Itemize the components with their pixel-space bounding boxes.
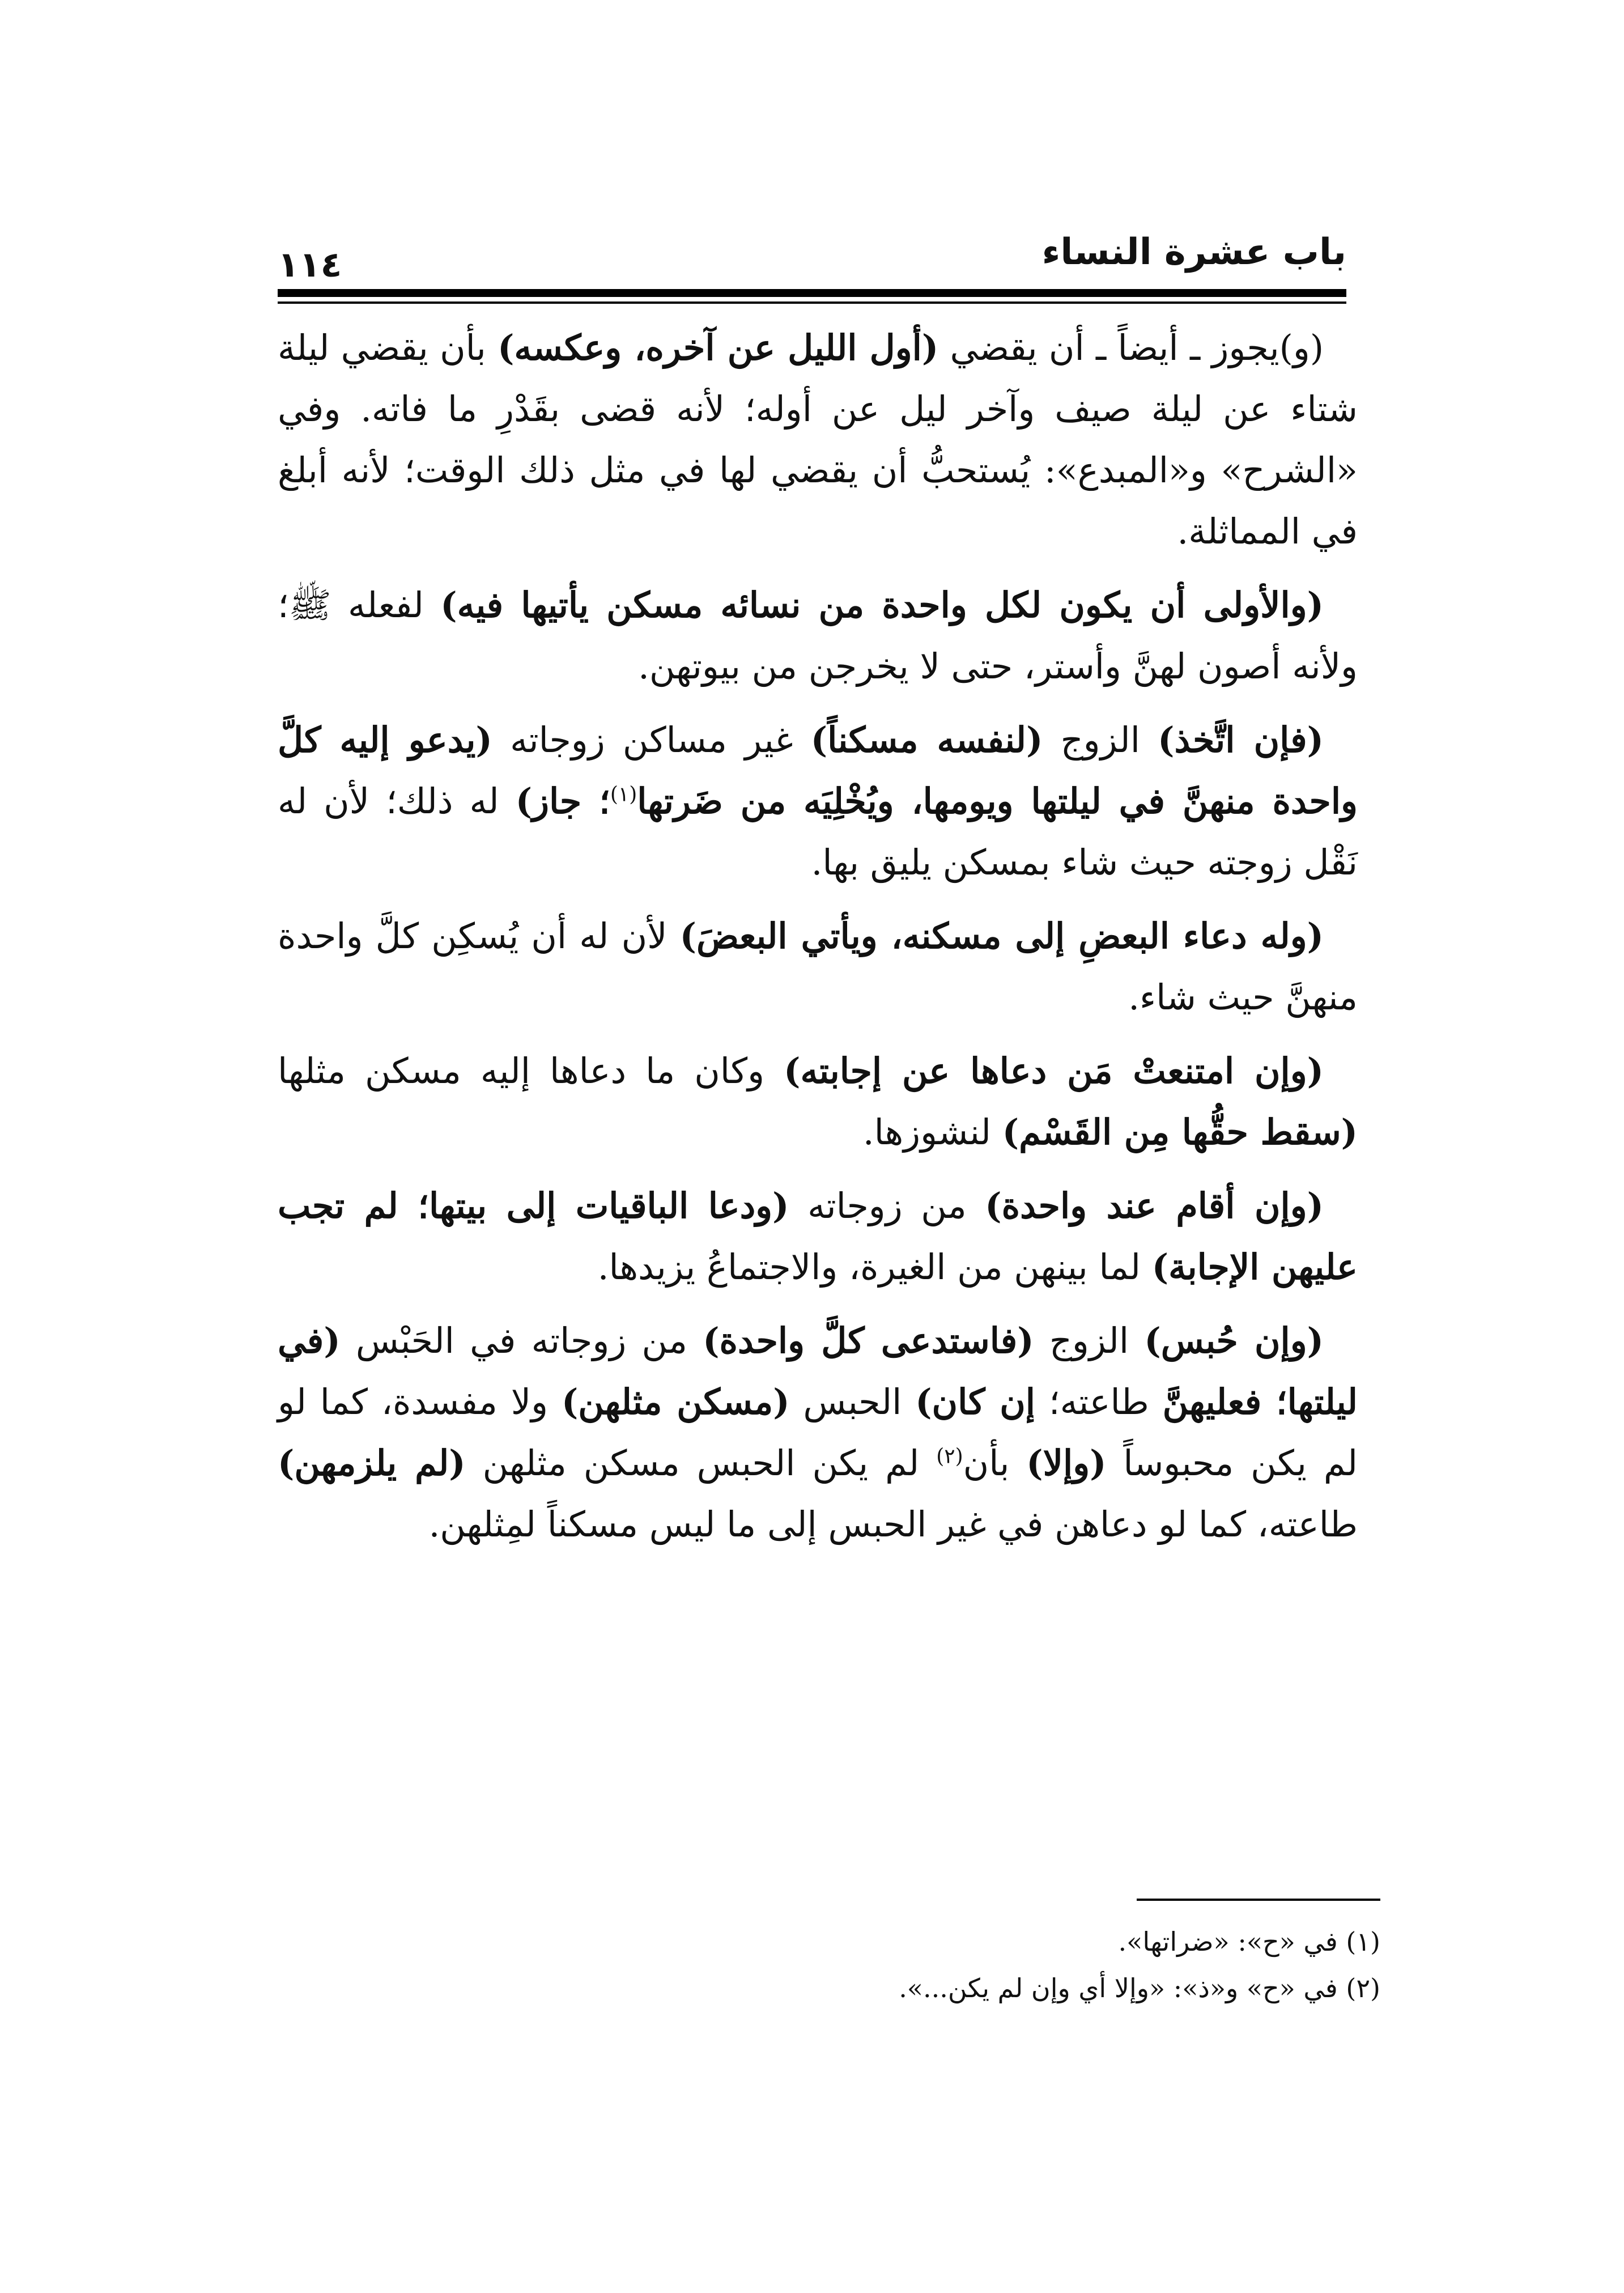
- text-span: طاعته، كما لو دعاهن في غير الحبس إلى ما ليس مسكناً لمِثلهن.: [428, 1504, 1358, 1545]
- bold-matn: (مسكن مثلهن): [561, 1381, 790, 1422]
- text-span: الزوج: [1034, 1320, 1145, 1361]
- text-span: من زوجاته في الحَبْس: [340, 1320, 703, 1361]
- bold-matn: (لنفسه مسكناً): [810, 719, 1043, 761]
- text-span: الحبس: [789, 1381, 916, 1422]
- footnote-2: (٢) في «ح» و«ذ»: «وإلا أي وإن لم يكن...».: [899, 1973, 1380, 2003]
- bold-matn: (وإن امتنعتْ مَن دعاها عن إجابته): [784, 1050, 1324, 1092]
- text-span: لأن له أن يُسكِن كلَّ واحدة منهنَّ حيث شاء.: [278, 915, 1358, 1018]
- footnotes: [623, 1918, 1380, 2011]
- running-header: [278, 227, 1346, 289]
- bold-matn: (ودعا الباقيات إلى بيتها؛ لم تجب عليهن الإجابة): [278, 1185, 1358, 1288]
- footnote-ref-2: (٢): [936, 1445, 963, 1468]
- footnote-ref-1: (١): [610, 783, 637, 806]
- header-rule: [278, 289, 1346, 297]
- bold-matn: (والأولى أن يكون لكل واحدة من نسائه مسكن يأتيها فيه): [440, 584, 1324, 626]
- main-text: [278, 317, 1358, 1568]
- text-span: له ذلك؛ لأن له نَقْل زوجته حيث شاء بمسكن يليق بها.: [278, 780, 1358, 883]
- bold-matn: (وإلا): [1026, 1442, 1107, 1484]
- text-span: لنشوزها.: [862, 1111, 1002, 1153]
- paragraph-5: [278, 1041, 1358, 1163]
- bold-matn: (لم يلزمهن): [278, 1442, 466, 1484]
- bold-matn: (يدعو إليه كلَّ واحدة منهنَّ في ليلتها ويومها، ويُخْلِيَه من ضَرتها: [278, 719, 1358, 822]
- text-span: من زوجاته: [789, 1185, 985, 1226]
- bold-matn: إن كان): [915, 1381, 1035, 1422]
- footnote-1: (١) في «ح»: «ضراتها».: [1118, 1926, 1380, 1957]
- bold-matn: (وإن أقام عند واحدة): [985, 1185, 1324, 1226]
- paragraph-4: [278, 906, 1358, 1028]
- bold-matn: (فإن اتَّخذ): [1158, 719, 1324, 761]
- text-span: طاعته؛: [1035, 1381, 1163, 1422]
- paragraph-6: [278, 1175, 1358, 1298]
- page-number: ١١٤: [278, 244, 342, 285]
- text-span: لفعله ﷺ؛ ولأنه أصون لهنَّ وأستر، حتى لا يخرجن من بيوتهن.: [278, 584, 1358, 687]
- bold-matn: (فاستدعى كلَّ واحدة): [703, 1320, 1034, 1361]
- text-span: (و)يجوز ـ أيضاً ـ أن يقضي: [938, 327, 1324, 368]
- paragraph-3: [278, 710, 1358, 893]
- text-span: لما بينهن من الغيرة، والاجتماعُ يزيدها.: [597, 1246, 1152, 1288]
- text-span: ولا مفسدة، كما لو لم يكن محبوساً: [278, 1381, 1358, 1484]
- paragraph-7: [278, 1310, 1358, 1555]
- paragraph-1: [278, 317, 1358, 562]
- bold-matn: (وله دعاء البعضِ إلى مسكنه، ويأتي البعضَ): [679, 915, 1324, 957]
- bold-matn: (في ليلتها؛ فعليهنَّ: [278, 1320, 1358, 1422]
- bold-matn: (وإن حُبس): [1144, 1320, 1324, 1361]
- paragraph-2: [278, 575, 1358, 697]
- header-rule-thin: [278, 302, 1346, 304]
- text-span: لم يكن الحبس مسكن مثلهن: [465, 1442, 937, 1484]
- footnote-separator: [1137, 1899, 1380, 1901]
- bold-matn: (سقط حقُّها مِن القَسْم): [1002, 1111, 1358, 1153]
- text-span: غير مساكن زوجاته: [492, 719, 811, 761]
- text-span: بأن: [963, 1442, 1027, 1484]
- bold-matn: (أول الليل عن آخره، وعكسه): [498, 327, 939, 368]
- bold-matn: ؛ جاز): [515, 780, 610, 822]
- text-span: وكان ما دعاها إليه مسكن مثلها: [278, 1050, 784, 1092]
- chapter-title: باب عشرة النساء: [1041, 231, 1346, 273]
- text-span: الزوج: [1043, 719, 1158, 761]
- text-span: بأن يقضي ليلة شتاء عن ليلة صيف وآخر ليل عن أوله؛ لأنه قضى بقَدْرِ ما فاته. وفي «الشرح» و«المبدع»: يُستحبُّ أن يقضي لها في مثل ذلك الوقت؛ لأنه أبلغ في المماثلة.: [278, 327, 1358, 552]
